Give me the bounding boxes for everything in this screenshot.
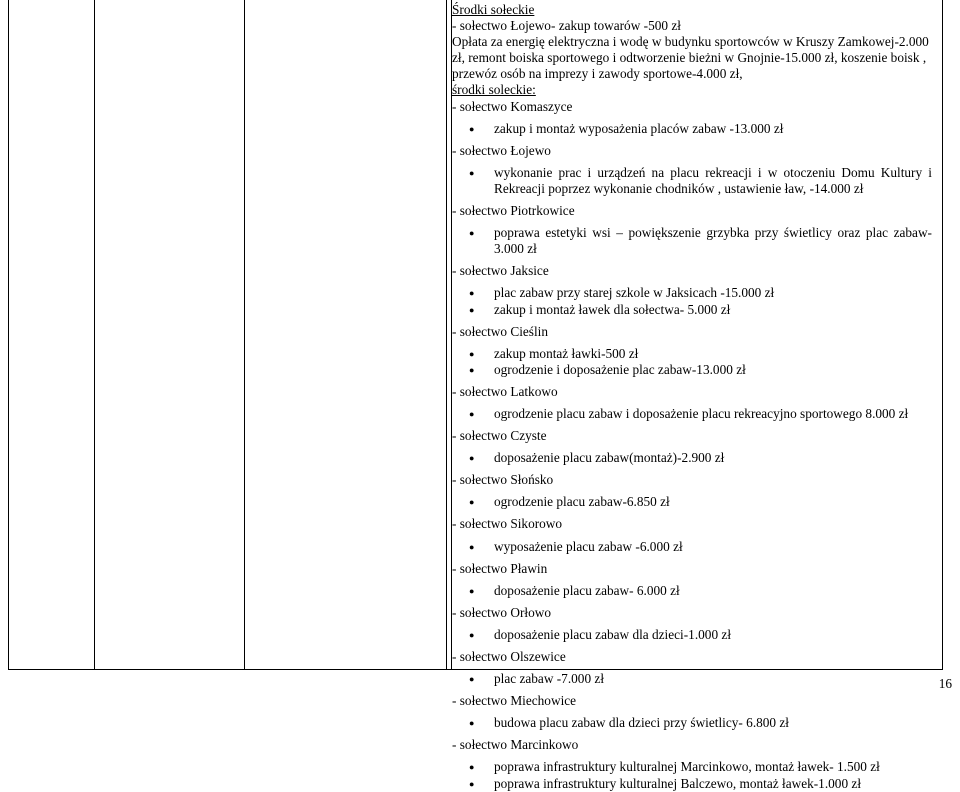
item-list xyxy=(452,285,932,317)
village-label: - sołectwo Komaszyce xyxy=(452,98,573,114)
village-label: - sołectwo Orłowo xyxy=(452,604,551,620)
list-item: ● poprawa infrastruktury kulturalnej Marcinkowo, montaż ławek- 1.500 zł xyxy=(452,759,932,775)
list-item: ● wyposażenie placu zabaw -6.000 zł xyxy=(452,539,932,555)
list-item: ● ogrodzenie i doposażenie plac zabaw-13.000 zł xyxy=(452,362,932,378)
item-list xyxy=(452,494,932,510)
village-label: - sołectwo Piotrkowice xyxy=(452,203,575,219)
village-label: - sołectwo Czyste xyxy=(452,428,547,444)
village-label: - sołectwo Miechowice xyxy=(452,693,577,709)
table-cell-content xyxy=(452,2,932,792)
village-label: - sołectwo Latkowo xyxy=(452,383,558,399)
list-item: ● doposażenie placu zabaw dla dzieci-1.000 zł xyxy=(452,627,932,643)
item-list xyxy=(452,346,932,378)
section-heading: Środki sołeckie xyxy=(452,2,535,17)
village-label: - sołectwo Łojewo xyxy=(452,142,551,158)
intro-paragraph: Opłata za energię elektryczna i wodę w budynku sportowców w Kruszy Zamkowej-2.000 zł, remont boiska sportowego i odtworzenie bieżni w Gnojnie-15.000 zł, koszenie boisk , przewóz osób na imprezy i zawody sportowe-4.000 zł, xyxy=(452,34,929,82)
list-item: ● wykonanie prac i urządzeń na placu rekreacji i w otoczeniu Domu Kultury i Rekreacji poprzez wykonanie chodników , ustawienie ław, -14.000 zł xyxy=(452,165,932,197)
list-item: ● plac zabaw przy starej szkole w Jaksicach -15.000 zł xyxy=(452,285,932,301)
item-list xyxy=(452,225,932,257)
village-label: - sołectwo Cieślin xyxy=(452,323,549,339)
subheading: środki soleckie: xyxy=(452,82,536,98)
list-item: ● doposażenie placu zabaw- 6.000 zł xyxy=(452,583,932,599)
village-label: - sołectwo Sikorowo xyxy=(452,516,563,532)
item-list xyxy=(452,450,932,466)
table-border-left xyxy=(8,0,9,670)
item-list xyxy=(452,715,932,731)
list-item: ● plac zabaw -7.000 zł xyxy=(452,671,932,687)
item-list xyxy=(452,406,932,422)
item-list xyxy=(452,759,932,791)
table-border-right xyxy=(942,0,943,670)
item-list xyxy=(452,583,932,599)
list-item: ● ogrodzenie placu zabaw i doposażenie placu rekreacyjno sportowego 8.000 zł xyxy=(452,406,932,422)
village-label: - sołectwo Olszewice xyxy=(452,649,566,664)
village-label: - sołectwo Pławin xyxy=(452,560,548,576)
item-list xyxy=(452,165,932,197)
list-item: ● budowa placu zabaw dla dzieci przy świetlicy- 6.800 zł xyxy=(452,715,932,731)
item-list xyxy=(452,671,932,687)
page-number: 16 xyxy=(938,676,952,691)
intro-line: - sołectwo Łojewo- zakup towarów -500 zł xyxy=(452,18,681,34)
table-column-divider xyxy=(244,0,245,670)
list-item: ● ogrodzenie placu zabaw-6.850 zł xyxy=(452,494,932,510)
item-list xyxy=(452,121,932,137)
village-label: - sołectwo Jaksice xyxy=(452,263,549,279)
list-item: ● poprawa infrastruktury kulturalnej Balczewo, montaż ławek-1.000 zł xyxy=(452,776,932,792)
list-item: ● poprawa estetyki wsi – powiększenie grzybka przy świetlicy oraz plac zabaw- 3.000 zł xyxy=(452,225,932,257)
item-list xyxy=(452,627,932,643)
list-item: ● doposażenie placu zabaw(montaż)-2.900 zł xyxy=(452,450,932,466)
item-list xyxy=(452,539,932,555)
village-label: - sołectwo Marcinkowo xyxy=(452,737,579,753)
list-item: ● zakup i montaż wyposażenia placów zabaw -13.000 zł xyxy=(452,121,932,137)
table-column-divider xyxy=(94,0,95,670)
table-column-divider xyxy=(446,0,447,670)
list-item: ● zakup i montaż ławek dla sołectwa- 5.000 zł xyxy=(452,302,932,318)
list-item: ● zakup montaż ławki-500 zł xyxy=(452,346,932,362)
village-label: - sołectwo Słońsko xyxy=(452,472,554,488)
